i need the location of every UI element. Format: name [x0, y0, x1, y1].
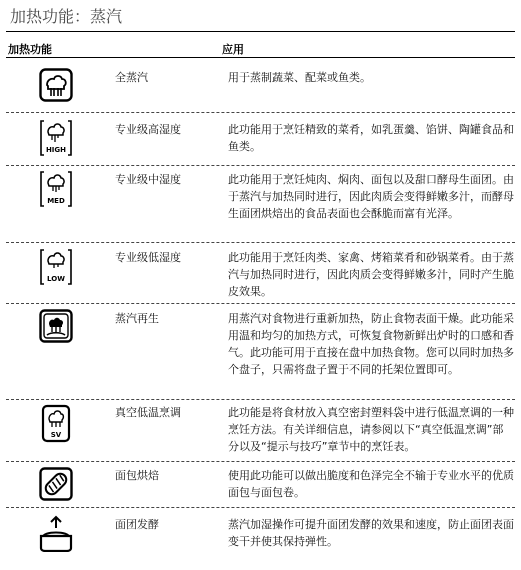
table-row [6, 462, 515, 508]
column-header-function: 加热功能 [8, 43, 52, 56]
function-description: 此功能用于烹饪炖肉、焖肉、面包以及甜口酵母生面团。由于蒸汽与加热同时进行，因此肉质会变得鲜嫩多汁，而酵母生面团烘焙出的食品表面也会酥脆而富有光泽。 [228, 173, 514, 220]
page-title: 加热功能：蒸汽 [10, 7, 123, 26]
function-name: 真空低温烹调 [115, 406, 181, 419]
function-name: 面团发酵 [115, 518, 159, 531]
function-name: 专业级低湿度 [115, 251, 181, 264]
function-description: 此功能是将食材放入真空密封塑料袋中进行低温烹调的一种烹饪方法。有关详细信息，请参阅以下“真空低温烹调”部分以及“提示与技巧”章节中的烹饪表。 [228, 406, 514, 453]
function-description: 蒸汽加湿操作可提升面团发酵的效果和速度，防止面团表面变干并使其保持弹性。 [228, 518, 514, 548]
column-header-application: 应用 [222, 43, 244, 56]
icon-label: LOW [47, 275, 65, 283]
steam-regenerate-icon [39, 309, 73, 343]
bread-baking-icon [39, 467, 73, 501]
table-top-rule [6, 31, 515, 32]
function-name: 专业级高湿度 [115, 123, 181, 136]
pro-high-humidity-icon [39, 118, 73, 158]
sous-vide-icon [39, 404, 73, 444]
table-row [6, 166, 515, 243]
table-row [6, 304, 515, 400]
table-row [6, 243, 515, 304]
function-description: 此功能用于烹饪精致的菜肴，如乳蛋羹、馅饼、陶罐食品和鱼类。 [228, 123, 514, 153]
icon-label: SV [50, 431, 62, 439]
table-row [6, 508, 515, 566]
full-steam-icon [39, 68, 73, 102]
function-name: 全蒸汽 [115, 71, 148, 84]
function-description: 使用此功能可以做出脆度和色泽完全不输于专业水平的优质面包与面包卷。 [228, 469, 514, 499]
function-name: 蒸汽再生 [115, 312, 159, 325]
icon-label: HIGH [45, 146, 67, 154]
icon-label: MED [47, 197, 65, 205]
table-row [6, 58, 515, 113]
table-row [6, 400, 515, 462]
function-name: 面包烘焙 [115, 469, 159, 482]
table-row [6, 113, 515, 166]
function-name: 专业级中湿度 [115, 173, 181, 186]
function-description: 此功能用于烹饪肉类、家禽、烤箱菜肴和砂锅菜肴。由于蒸汽与加热同时进行，因此肉质会变得鲜嫩多汁，同时产生脆皮效果。 [228, 251, 514, 298]
dough-proving-icon [39, 514, 73, 552]
function-description: 用于蒸制蔬菜、配菜或鱼类。 [228, 71, 371, 84]
function-description: 用蒸汽对食物进行重新加热，防止食物表面干燥。此功能采用温和均匀的加热方式，可恢复食物新鲜出炉时的口感和香气。此功能可用于直接在盘中加热食物。您可以同时加热多个盘子，只需将盘子置于不同的托架位置即可。 [228, 312, 514, 376]
pro-medium-humidity-icon [39, 169, 73, 209]
pro-low-humidity-icon [39, 247, 73, 287]
